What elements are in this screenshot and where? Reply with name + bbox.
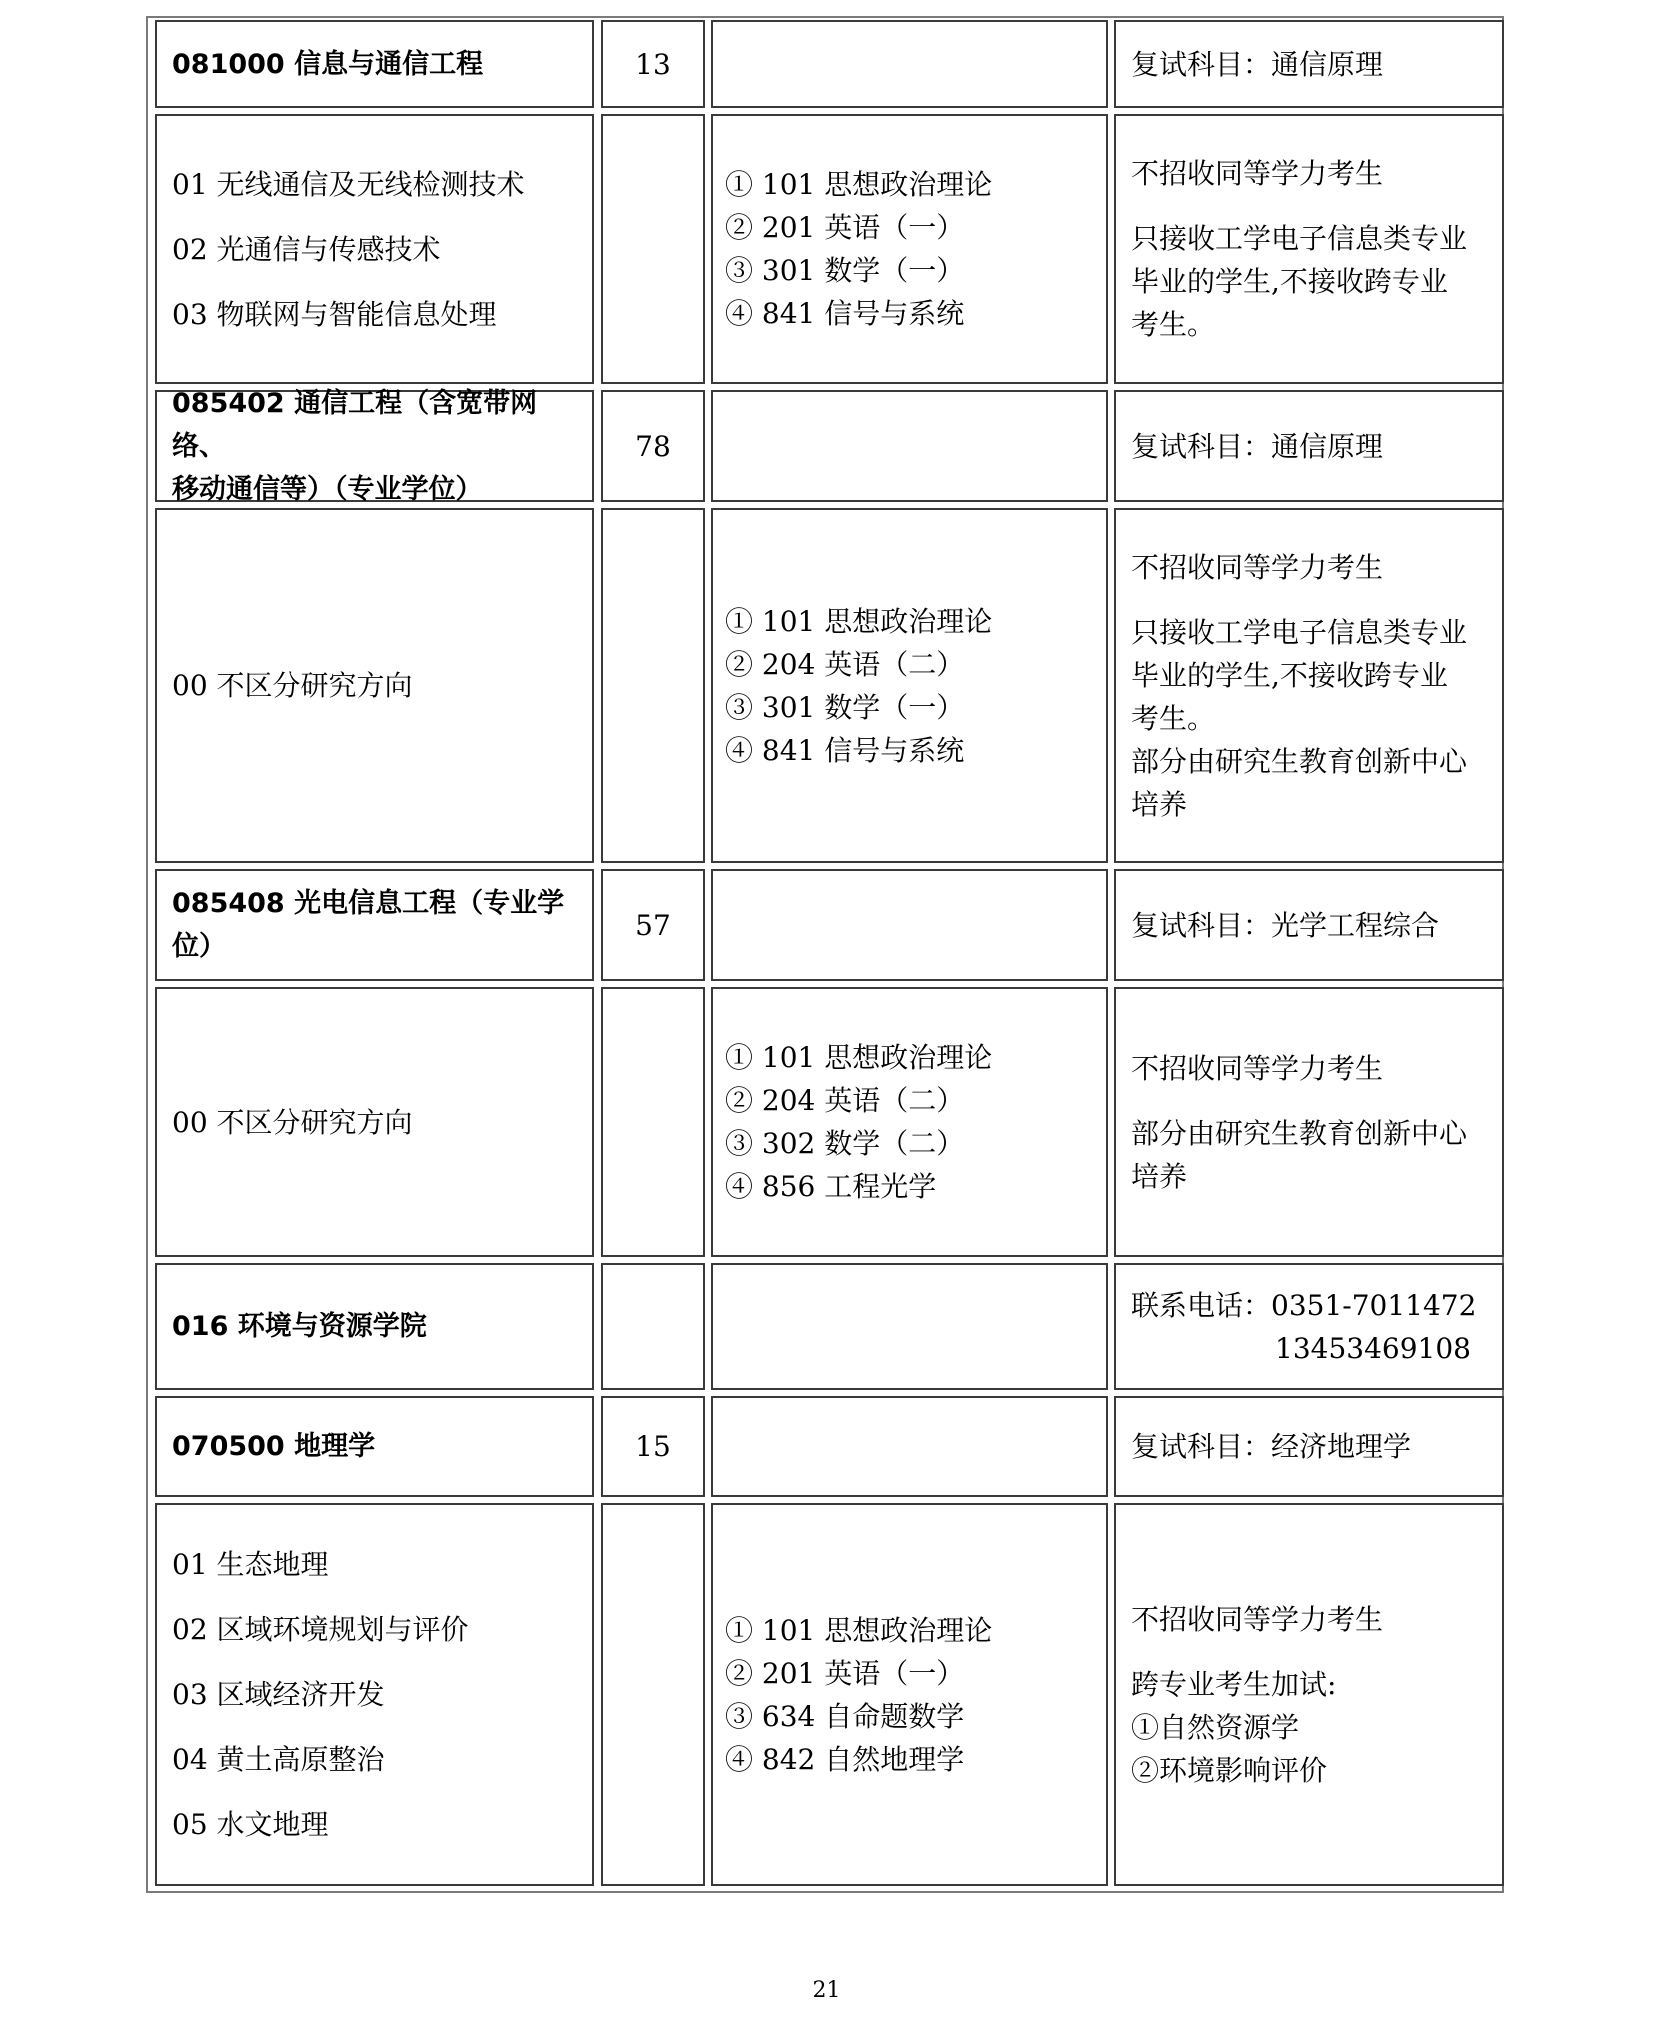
subject-item: ② 204 英语（二） — [725, 1084, 965, 1117]
contact-phone: 13453469108 — [1275, 1331, 1471, 1365]
note-line: 培养 — [1131, 1159, 1188, 1193]
subject-item: ① 101 思想政治理论 — [725, 604, 993, 638]
notes-cell — [1114, 508, 1504, 863]
notes-cell — [1114, 869, 1504, 981]
note-line: ②环境影响评价 — [1131, 1753, 1328, 1787]
subject-item: ② 204 英语（二） — [725, 647, 965, 681]
direction-item: 03 物联网与智能信息处理 — [172, 297, 497, 331]
retest-note: 复试科目：通信原理 — [1131, 429, 1384, 463]
subjects-cell — [711, 508, 1108, 863]
note-line: 不招收同等学力考生 — [1131, 550, 1384, 584]
note-line: 不招收同等学力考生 — [1131, 157, 1384, 190]
notes-cell — [1114, 20, 1504, 108]
college-cell — [155, 1263, 594, 1390]
notes-cell — [1114, 1396, 1504, 1497]
note-line: 考生。 — [1131, 308, 1216, 341]
directions-cell — [155, 508, 594, 863]
direction-item: 01 无线通信及无线检测技术 — [172, 167, 525, 201]
subject-item: ④ 841 信号与系统 — [725, 297, 965, 330]
subject-item: ③ 301 数学（一） — [725, 690, 965, 724]
note-line: 培养 — [1131, 787, 1188, 821]
college-title: 016 环境与资源学院 — [172, 1311, 427, 1342]
subject-item: ③ 301 数学（一） — [725, 254, 965, 287]
quota-cell: 13 — [601, 20, 705, 108]
retest-note: 复试科目：光学工程综合 — [1131, 908, 1440, 942]
quota-cell — [601, 1503, 705, 1886]
note-line: 部分由研究生教育创新中心 — [1131, 1116, 1468, 1150]
major-title-line: 位） — [172, 931, 226, 962]
note-line: ①自然资源学 — [1131, 1710, 1300, 1744]
direction-item: 04 黄土高原整治 — [172, 1743, 385, 1776]
quota-cell — [601, 1263, 705, 1390]
major-cell — [155, 869, 594, 981]
subjects-cell — [711, 1503, 1108, 1886]
subject-item: ④ 842 自然地理学 — [725, 1742, 965, 1776]
contact-line: 联系电话：0351-7011472 — [1131, 1288, 1477, 1322]
note-line: 不招收同等学力考生 — [1131, 1602, 1384, 1636]
major-title-line: 移动通信等）（专业学位） — [172, 473, 483, 505]
note-line: 毕业的学生,不接收跨专业 — [1131, 265, 1448, 298]
major-cell — [155, 20, 594, 108]
quota-cell — [601, 987, 705, 1257]
note-line: 跨专业考生加试: — [1131, 1667, 1337, 1701]
subject-item: ③ 634 自命题数学 — [725, 1699, 965, 1733]
subject-item: ② 201 英语（一） — [725, 1656, 965, 1690]
retest-note: 复试科目：经济地理学 — [1131, 1430, 1412, 1463]
subject-item: ④ 856 工程光学 — [725, 1170, 937, 1203]
subjects-cell — [711, 869, 1108, 981]
subjects-cell — [711, 1396, 1108, 1497]
quota-cell: 15 — [601, 1396, 705, 1497]
contact-cell — [1114, 1263, 1504, 1390]
directions-cell — [155, 987, 594, 1257]
note-line: 不招收同等学力考生 — [1131, 1051, 1384, 1085]
major-title: 081000 信息与通信工程 — [172, 48, 484, 80]
quota-cell — [601, 114, 705, 384]
subjects-cell — [711, 20, 1108, 108]
quota-cell: 57 — [601, 869, 705, 981]
subject-item: ④ 841 信号与系统 — [725, 733, 965, 767]
notes-cell — [1114, 987, 1504, 1257]
major-title-line: 085402 通信工程（含宽带网络、 — [172, 387, 538, 462]
subject-item: ① 101 思想政治理论 — [725, 1613, 993, 1647]
direction-item: 01 生态地理 — [172, 1548, 329, 1581]
subjects-cell — [711, 987, 1108, 1257]
notes-cell — [1114, 390, 1504, 502]
notes-cell — [1114, 114, 1504, 384]
major-cell — [155, 1396, 594, 1497]
subject-item: ② 201 英语（一） — [725, 211, 965, 244]
subjects-cell — [711, 114, 1108, 384]
direction-item: 03 区域经济开发 — [172, 1678, 385, 1711]
retest-note: 复试科目：通信原理 — [1131, 47, 1384, 81]
subject-item: ③ 302 数学（二） — [725, 1127, 965, 1160]
direction-item: 02 光通信与传感技术 — [172, 232, 441, 266]
major-title: 070500 地理学 — [172, 1431, 376, 1462]
note-line: 部分由研究生教育创新中心 — [1131, 744, 1468, 778]
directions-cell — [155, 114, 594, 384]
quota-cell — [601, 508, 705, 863]
admissions-table — [146, 16, 1504, 1893]
note-line: 只接收工学电子信息类专业 — [1131, 615, 1468, 649]
subjects-cell — [711, 1263, 1108, 1390]
notes-cell — [1114, 1503, 1504, 1886]
major-cell — [155, 387, 594, 505]
direction-item: 02 区域环境规划与评价 — [172, 1613, 469, 1646]
direction-item: 05 水文地理 — [172, 1808, 329, 1841]
page-number: 21 — [812, 1978, 841, 2003]
quota-cell: 78 — [601, 390, 705, 502]
direction-item: 00 不区分研究方向 — [172, 669, 413, 702]
major-title-line: 085408 光电信息工程（专业学 — [172, 888, 565, 919]
note-line: 毕业的学生,不接收跨专业 — [1131, 658, 1448, 692]
subjects-cell — [711, 390, 1108, 502]
directions-cell — [155, 1503, 594, 1886]
subject-item: ① 101 思想政治理论 — [725, 168, 993, 201]
note-line: 只接收工学电子信息类专业 — [1131, 222, 1468, 255]
direction-item: 00 不区分研究方向 — [172, 1105, 413, 1139]
note-line: 考生。 — [1131, 701, 1216, 735]
subject-item: ① 101 思想政治理论 — [725, 1041, 993, 1074]
